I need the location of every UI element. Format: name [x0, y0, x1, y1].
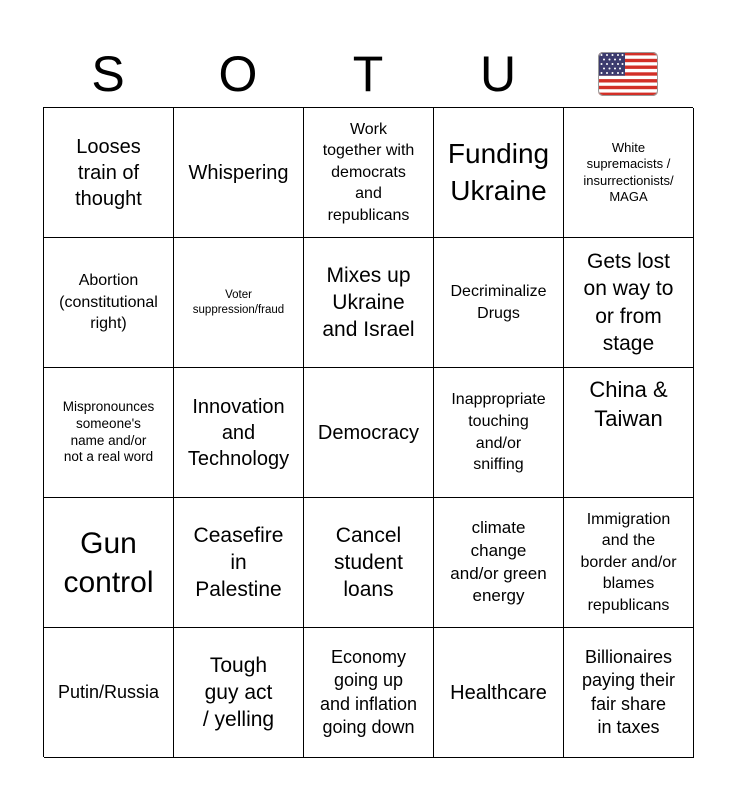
cell-label: climate change and/or green energy	[450, 517, 547, 606]
bingo-cell[interactable]	[44, 108, 174, 238]
cell-label: Mixes up Ukraine and Israel	[322, 263, 415, 342]
bingo-cell[interactable]	[174, 628, 304, 758]
bingo-cell[interactable]	[434, 498, 564, 628]
bingo-grid	[43, 107, 693, 757]
bingo-cell[interactable]	[304, 498, 434, 628]
bingo-cell[interactable]	[174, 368, 304, 498]
bingo-header	[43, 40, 693, 108]
header-letter-s: S	[91, 46, 125, 102]
bingo-cell[interactable]	[44, 498, 174, 628]
cell-label: Abortion (constitutional right)	[59, 272, 158, 333]
cell-label: China & Taiwan	[589, 377, 668, 431]
cell-label: Voter suppression/fraud	[192, 289, 285, 316]
cell-label: White supremacists / insurrectionists/ MAGA	[583, 140, 674, 204]
bingo-cell[interactable]	[44, 368, 174, 498]
cell-label: Gets lost on way to or from stage	[583, 249, 674, 355]
bingo-cell[interactable]	[174, 108, 304, 238]
cell-label: Putin/Russia	[57, 681, 160, 702]
cell-label: Healthcare	[450, 681, 547, 704]
cell-label: Cancel student loans	[334, 523, 403, 602]
header-letter-u: U	[479, 46, 517, 102]
bingo-cell[interactable]	[434, 108, 564, 238]
bingo-cell[interactable]	[564, 238, 694, 368]
bingo-cell[interactable]	[304, 368, 434, 498]
cell-label: Innovation and Technology	[187, 395, 290, 470]
bingo-cell[interactable]	[564, 108, 694, 238]
bingo-cell[interactable]	[434, 368, 564, 498]
cell-label: Tough guy act / yelling	[202, 653, 275, 732]
bingo-cell[interactable]	[434, 238, 564, 368]
cell-label: Work together with democrats and republicans	[322, 120, 415, 224]
us-flag-icon	[598, 52, 658, 96]
cell-label: Immigration and the border and/or blames republicans	[580, 510, 677, 614]
bingo-cell[interactable]	[304, 108, 434, 238]
bingo-cell[interactable]	[304, 238, 434, 368]
bingo-cell[interactable]	[304, 628, 434, 758]
header-letter-o: O	[218, 46, 258, 102]
cell-label: Funding Ukraine	[447, 138, 550, 206]
cell-label: Billionaires paying their fair share in taxes	[581, 646, 676, 737]
bingo-cell[interactable]	[434, 628, 564, 758]
cell-label: Inappropriate touching and/or sniffing	[451, 391, 546, 474]
cell-label: Economy going up and inflation going down	[319, 646, 418, 737]
bingo-cell[interactable]	[44, 238, 174, 368]
cell-label: Looses train of thought	[75, 135, 142, 210]
header-letter-t: T	[352, 46, 384, 102]
cell-label: Democracy	[317, 421, 420, 444]
bingo-cell[interactable]	[44, 628, 174, 758]
cell-label: Gun control	[63, 526, 154, 599]
bingo-cell[interactable]	[564, 498, 694, 628]
cell-label: Mispronounces someone's name and/or not a real word	[62, 398, 155, 465]
bingo-cell[interactable]	[174, 238, 304, 368]
bingo-cell[interactable]	[174, 498, 304, 628]
cell-label: Whispering	[188, 161, 289, 184]
cell-label: Ceasefire in Palestine	[193, 523, 284, 602]
bingo-cell[interactable]	[564, 628, 694, 758]
bingo-cell[interactable]	[564, 368, 694, 498]
cell-label: Decriminalize Drugs	[450, 282, 547, 322]
